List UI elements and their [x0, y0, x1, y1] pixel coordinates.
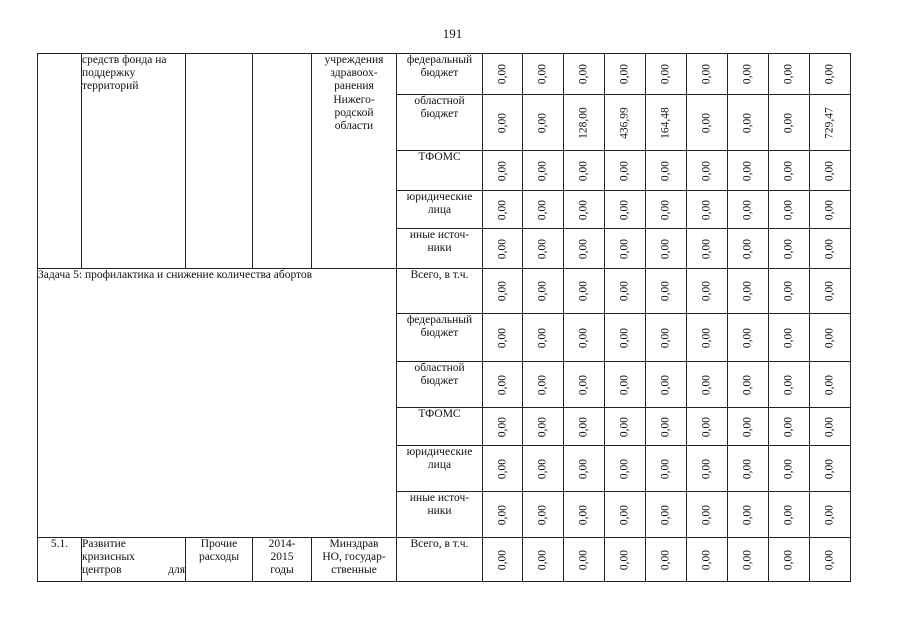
value-text: 0,00: [536, 199, 549, 220]
funding-source-label: [397, 54, 483, 95]
value-cell: [728, 151, 769, 191]
funding-source-line: бюджет: [420, 375, 459, 388]
value-text: 0,00: [618, 549, 631, 570]
value-cell: [564, 191, 605, 229]
measure-name-line: центров для: [82, 564, 185, 577]
value-cell: [810, 54, 851, 95]
value-cell: [483, 408, 523, 446]
value-cell: [769, 229, 810, 269]
period-cell: [253, 54, 312, 269]
table-row: [38, 54, 851, 95]
funding-source-label: [397, 269, 483, 314]
value-text: 0,00: [618, 504, 631, 525]
value-text: 0,00: [782, 199, 795, 220]
value-cell: [483, 314, 523, 362]
value-cell: [769, 151, 810, 191]
funding-source-line: областной: [414, 362, 465, 374]
funding-source-line: ТФОМС: [418, 408, 461, 420]
value-cell: [564, 54, 605, 95]
value-text: 0,00: [659, 374, 672, 395]
measure-name-cell: [82, 538, 186, 582]
value-text: 0,00: [577, 504, 590, 525]
value-cell: [687, 151, 728, 191]
value-text: 0,00: [659, 549, 672, 570]
executor-line: родской: [334, 106, 374, 119]
executor-line: ственные: [331, 564, 377, 577]
value-cell: [646, 538, 687, 582]
value-text: 0,00: [782, 458, 795, 479]
value-cell: [523, 269, 564, 314]
value-text: 0,00: [700, 416, 713, 437]
value-text: 0,00: [495, 199, 508, 220]
value-cell: [605, 229, 646, 269]
value-text: 0,00: [741, 416, 754, 437]
value-cell: [605, 446, 646, 492]
value-cell: [523, 54, 564, 95]
value-text: 0,00: [659, 280, 672, 302]
value-text: 0,00: [741, 112, 754, 133]
value-cell: [564, 446, 605, 492]
value-cell: [728, 492, 769, 538]
value-text: 0,00: [618, 199, 631, 220]
value-text: 0,00: [700, 112, 713, 133]
value-cell: [769, 191, 810, 229]
funding-source-label: [397, 408, 483, 446]
value-cell: [810, 191, 851, 229]
funding-source-label: [397, 314, 483, 362]
measure-name-line: средств фонда на: [82, 54, 167, 66]
value-text: 0,00: [823, 63, 836, 85]
executor-line: ранения: [334, 80, 374, 93]
value-cell: [728, 408, 769, 446]
value-cell: [564, 151, 605, 191]
value-cell: [810, 269, 851, 314]
value-text: 0,00: [618, 416, 631, 437]
value-cell: [483, 151, 523, 191]
measure-name-cell: [82, 54, 186, 269]
funding-source-line: бюджет: [420, 327, 459, 340]
value-text: 0,00: [741, 160, 754, 181]
value-cell: [605, 538, 646, 582]
executor-line: учреждения: [324, 54, 384, 66]
funding-source-line: бюджет: [420, 67, 459, 80]
expense-type-line: Прочие: [200, 538, 238, 550]
funding-source-label: [397, 446, 483, 492]
period-line: 2015: [270, 551, 294, 564]
value-cell: [810, 229, 851, 269]
funding-source-label: [397, 95, 483, 151]
value-text: 0,00: [495, 160, 508, 181]
value-text: 0,00: [577, 238, 590, 259]
funding-source-label: [397, 151, 483, 191]
value-cell: [687, 229, 728, 269]
value-text: 0,00: [577, 199, 590, 220]
value-cell: [687, 408, 728, 446]
value-cell: [605, 95, 646, 151]
expense-type-cell: [186, 54, 253, 269]
value-cell: [523, 362, 564, 408]
value-cell: [523, 95, 564, 151]
funding-source-label: [397, 191, 483, 229]
funding-source-line: иные источ-: [409, 492, 470, 504]
value-cell: [769, 408, 810, 446]
value-cell: [523, 191, 564, 229]
value-cell: [523, 408, 564, 446]
value-text: 0,00: [782, 63, 795, 85]
value-cell: [605, 54, 646, 95]
value-cell: [605, 314, 646, 362]
value-cell: [605, 269, 646, 314]
value-cell: [810, 492, 851, 538]
value-text: 0,00: [495, 416, 508, 437]
value-text: 0,00: [700, 549, 713, 570]
value-cell: [483, 492, 523, 538]
value-text: 0,00: [536, 374, 549, 395]
page-number: 191: [442, 26, 463, 41]
value-text: 0,00: [741, 238, 754, 259]
period-line: годы: [270, 564, 294, 577]
value-text: 0,00: [618, 238, 631, 259]
value-text: 0,00: [700, 63, 713, 85]
funding-source-line: лица: [427, 459, 452, 472]
value-cell: [687, 314, 728, 362]
value-text: 0,00: [782, 374, 795, 395]
value-text: 0,00: [495, 549, 508, 570]
value-cell: [769, 362, 810, 408]
funding-source-label: [397, 362, 483, 408]
value-cell: [483, 54, 523, 95]
budget-table: [37, 53, 851, 582]
number-cell: [38, 54, 82, 269]
row-number: 5.1.: [38, 538, 82, 582]
value-text: 0,00: [536, 280, 549, 302]
funding-source-line: лица: [427, 204, 452, 217]
value-cell: [523, 229, 564, 269]
value-cell: [769, 314, 810, 362]
value-cell: [646, 54, 687, 95]
value-text: 0,00: [700, 199, 713, 220]
value-text: 0,00: [536, 238, 549, 259]
value-text: 0,00: [700, 374, 713, 395]
value-text: 0,00: [741, 199, 754, 220]
value-cell: [646, 314, 687, 362]
value-text: 0,00: [618, 374, 631, 395]
value-text: 0,00: [536, 416, 549, 437]
value-text: 0,00: [536, 63, 549, 85]
value-text: 0,00: [782, 504, 795, 525]
value-text: 128,00: [577, 106, 590, 139]
funding-source-line: юридические: [406, 446, 473, 458]
value-text: 0,00: [495, 374, 508, 395]
value-cell: [483, 95, 523, 151]
funding-source-line: иные источ-: [409, 229, 470, 241]
value-cell: [646, 408, 687, 446]
funding-source-line: ники: [427, 242, 452, 255]
value-text: 0,00: [495, 238, 508, 259]
value-cell: [605, 408, 646, 446]
value-cell: [687, 362, 728, 408]
value-cell: [646, 95, 687, 151]
value-cell: [646, 229, 687, 269]
value-cell: [483, 446, 523, 492]
value-cell: [646, 492, 687, 538]
expense-type-cell: [186, 538, 253, 582]
value-text: 0,00: [782, 416, 795, 437]
value-text: 0,00: [536, 549, 549, 570]
value-cell: [728, 269, 769, 314]
funding-source-line: ТФОМС: [418, 151, 461, 163]
value-text: 0,00: [823, 327, 836, 348]
value-cell: [728, 95, 769, 151]
value-text: 0,00: [577, 327, 590, 348]
measure-name-line: кризисных: [82, 551, 135, 564]
value-text: 0,00: [700, 327, 713, 348]
value-text: 0,00: [741, 374, 754, 395]
value-cell: [564, 538, 605, 582]
value-text: 0,00: [495, 112, 508, 133]
value-cell: [523, 446, 564, 492]
value-cell: [728, 362, 769, 408]
value-cell: [810, 446, 851, 492]
value-text: 0,00: [659, 160, 672, 181]
funding-source-line: областной: [414, 95, 465, 107]
period-line: 2014-: [268, 538, 296, 550]
value-text: 0,00: [823, 374, 836, 395]
funding-source-label: [397, 229, 483, 269]
value-text: 0,00: [536, 504, 549, 525]
table-row: [38, 538, 851, 582]
funding-source-line: федеральный: [406, 314, 473, 326]
value-cell: [646, 362, 687, 408]
value-text: 0,00: [782, 238, 795, 259]
value-text: 0,00: [536, 458, 549, 479]
value-text: 0,00: [577, 458, 590, 479]
value-cell: [564, 269, 605, 314]
value-text: 0,00: [659, 238, 672, 259]
funding-source-line: федеральный: [406, 54, 473, 66]
value-cell: [769, 54, 810, 95]
funding-source-label: [397, 538, 483, 582]
value-cell: [483, 269, 523, 314]
value-text: 0,00: [618, 63, 631, 85]
value-text: 0,00: [700, 160, 713, 181]
value-cell: [728, 54, 769, 95]
value-text: 436,99: [618, 106, 631, 139]
value-cell: [523, 314, 564, 362]
value-text: 164,48: [659, 106, 672, 139]
expense-type-line: расходы: [198, 551, 240, 564]
value-text: 0,00: [741, 504, 754, 525]
value-text: 0,00: [659, 327, 672, 348]
value-cell: [687, 191, 728, 229]
value-cell: [769, 538, 810, 582]
value-cell: [728, 446, 769, 492]
table-row: [38, 269, 851, 314]
value-cell: [523, 151, 564, 191]
value-cell: [646, 269, 687, 314]
funding-source-label: [397, 492, 483, 538]
value-cell: [728, 229, 769, 269]
value-text: 0,00: [495, 504, 508, 525]
value-cell: [605, 191, 646, 229]
value-cell: [564, 408, 605, 446]
funding-source-line: Всего, в т.ч.: [410, 538, 469, 550]
executor-line: Нижего-: [333, 93, 375, 106]
value-cell: [523, 492, 564, 538]
value-text: 0,00: [618, 327, 631, 348]
value-text: 0,00: [536, 112, 549, 133]
executor-cell: [312, 54, 397, 269]
value-cell: [564, 95, 605, 151]
value-cell: [483, 191, 523, 229]
value-text: 0,00: [577, 160, 590, 181]
value-cell: [483, 362, 523, 408]
value-cell: [687, 95, 728, 151]
value-cell: [810, 362, 851, 408]
value-cell: [728, 314, 769, 362]
value-text: 0,00: [659, 416, 672, 437]
value-text: 0,00: [577, 549, 590, 570]
value-cell: [687, 269, 728, 314]
value-text: 0,00: [823, 199, 836, 220]
value-text: 0,00: [618, 458, 631, 479]
value-cell: [605, 362, 646, 408]
value-cell: [728, 191, 769, 229]
value-text: 0,00: [782, 327, 795, 348]
value-text: 0,00: [495, 280, 508, 302]
value-cell: [810, 538, 851, 582]
value-cell: [687, 54, 728, 95]
value-text: 0,00: [823, 160, 836, 181]
value-text: 0,00: [700, 504, 713, 525]
value-cell: [769, 492, 810, 538]
value-cell: [810, 95, 851, 151]
value-cell: [564, 492, 605, 538]
value-text: 0,00: [659, 199, 672, 220]
value-cell: [605, 492, 646, 538]
measure-name-line: Развитие: [82, 538, 126, 550]
value-cell: [564, 229, 605, 269]
value-text: 0,00: [823, 238, 836, 259]
value-text: 0,00: [823, 504, 836, 525]
value-text: 0,00: [618, 160, 631, 181]
funding-source-line: юридические: [406, 191, 473, 203]
value-text: 0,00: [741, 549, 754, 570]
value-text: 0,00: [495, 327, 508, 348]
funding-source-line: бюджет: [420, 108, 459, 121]
value-text: 0,00: [700, 458, 713, 479]
value-text: 0,00: [782, 280, 795, 302]
value-cell: [483, 538, 523, 582]
value-text: 0,00: [577, 63, 590, 85]
value-cell: [810, 408, 851, 446]
value-text: 0,00: [495, 63, 508, 85]
value-cell: [769, 446, 810, 492]
executor-cell: [312, 538, 397, 582]
value-text: 0,00: [577, 374, 590, 395]
value-cell: [810, 151, 851, 191]
value-text: 0,00: [536, 160, 549, 181]
value-text: 0,00: [741, 458, 754, 479]
value-cell: [769, 95, 810, 151]
value-text: 0,00: [700, 280, 713, 302]
value-text: 0,00: [618, 280, 631, 302]
value-cell: [646, 191, 687, 229]
executor-line: НО, государ-: [322, 551, 386, 564]
value-text: 0,00: [659, 504, 672, 525]
value-text: 0,00: [782, 160, 795, 181]
value-cell: [646, 151, 687, 191]
value-text: 0,00: [700, 238, 713, 259]
value-cell: [483, 229, 523, 269]
value-text: 0,00: [741, 63, 754, 85]
value-text: 0,00: [659, 63, 672, 85]
funding-source-line: Всего, в т.ч.: [410, 269, 469, 281]
measure-name-line: территорий: [82, 80, 139, 93]
value-cell: [810, 314, 851, 362]
value-text: 0,00: [536, 327, 549, 348]
value-text: 0,00: [782, 112, 795, 133]
value-cell: [564, 314, 605, 362]
value-cell: [687, 492, 728, 538]
value-cell: [687, 538, 728, 582]
value-cell: [687, 446, 728, 492]
value-text: 0,00: [495, 458, 508, 479]
value-text: 0,00: [823, 280, 836, 302]
value-cell: [605, 151, 646, 191]
value-text: 0,00: [782, 549, 795, 570]
value-text: 0,00: [577, 280, 590, 302]
value-text: 0,00: [577, 416, 590, 437]
period-cell: [253, 538, 312, 582]
value-cell: [523, 538, 564, 582]
value-cell: [564, 362, 605, 408]
value-cell: [728, 538, 769, 582]
value-text: 729,47: [823, 106, 836, 139]
executor-line: области: [334, 120, 374, 133]
funding-source-line: ники: [427, 505, 452, 518]
value-text: 0,00: [741, 280, 754, 302]
measure-name-line: поддержку: [82, 67, 136, 80]
value-cell: [769, 269, 810, 314]
value-cell: [646, 446, 687, 492]
value-text: 0,00: [823, 549, 836, 570]
value-text: 0,00: [659, 458, 672, 479]
value-text: 0,00: [823, 458, 836, 479]
value-text: 0,00: [741, 327, 754, 348]
executor-line: Минздрав: [329, 538, 379, 550]
value-text: 0,00: [823, 416, 836, 437]
task-title-cell: Задача 5: профилактика и снижение количества абортов: [38, 269, 397, 538]
executor-line: здравоох-: [330, 67, 378, 80]
